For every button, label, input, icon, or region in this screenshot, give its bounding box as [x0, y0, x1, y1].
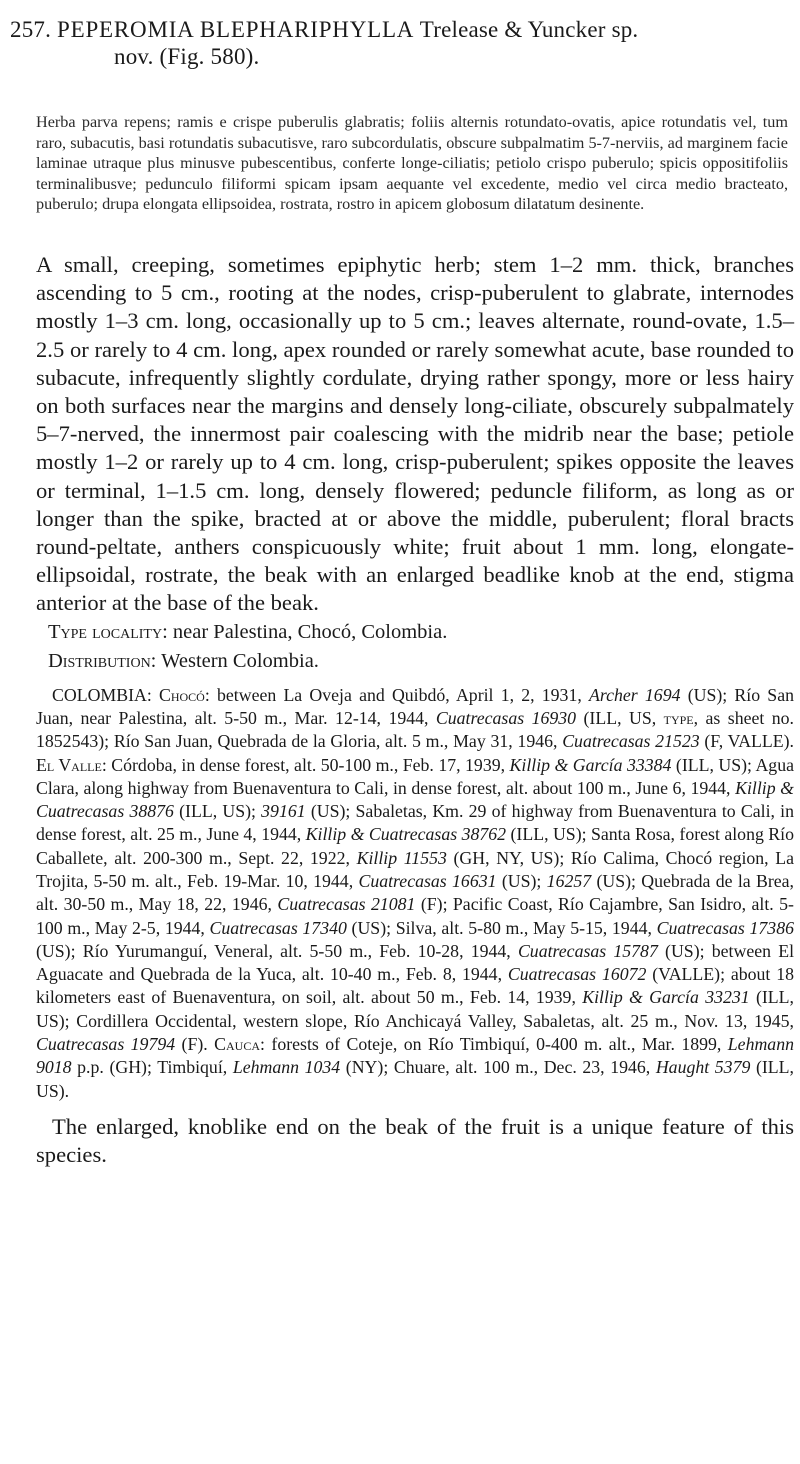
specimens-cited — [36, 684, 794, 1103]
specimen-text: : Córdoba, in dense forest, alt. 50-100 m., Feb. 17, 1939, — [101, 754, 510, 775]
species-authors: Trelease & Yuncker sp. — [419, 17, 639, 42]
collector-number: Cuatrecasas 15787 — [517, 940, 658, 961]
specimen-text: (US); — [496, 870, 547, 891]
collector-number: Archer 1694 — [589, 684, 681, 705]
collector-number: 39161 — [261, 801, 306, 822]
specimen-text: (US); between El Aguacate and Quebrada de la Yuca, alt. 10-40 m., Feb. 8, 1944, — [36, 940, 795, 985]
distribution — [48, 647, 788, 676]
region-label-valle: El Valle — [36, 754, 102, 775]
collector-number: Killip & Cuatrecasas 38762 — [305, 824, 507, 845]
collector-number: Cuatrecasas 16930 — [435, 707, 577, 728]
type-locality-value: near Palestina, Chocó, Colombia. — [172, 620, 448, 643]
collector-number: Killip & Cuatrecasas 38876 — [36, 777, 795, 822]
collector-number: Cuatrecasas 17340 — [209, 917, 347, 938]
type-locality-label: Type locality: — [48, 620, 168, 643]
specimen-text: : forests of Coteje, on Río Timbiquí, 0-400 m. alt., Mar. 1899, — [260, 1034, 728, 1055]
specimen-text: (US); Río Yurumanguí, Veneral, alt. 5-50 m., Feb. 10-28, 1944, — [36, 940, 518, 961]
region-label-choco: Chocó — [158, 684, 205, 705]
latin-description: Herba parva repens; ramis e crispe puberulis glabratis; foliis alternis rotundato-ovatis, apice rotundatis vel, tum raro, subacutis, basi rotundatis subacutisve, raro subcordulatis, obscure subpalmatim 5-7-nerviis, ad marginem facie laminae utraque plus minusve pubescentibus, conferte longe-ciliatis; petiolo crispo puberulo; spicis oppositifoliis terminalibusve; pedunculo filiformi spicam ipsam aequante vel excedente, medio vel circa medio bracteato, puberulo; drupa elongata ellipsoidea, rostrata, rostro in apicem globosum dilatatum desinente. — [36, 113, 788, 214]
specimen-text: p.p. (GH); Timbiquí, — [71, 1057, 233, 1078]
species-name: PEPEROMIA BLEPHARIPHYLLA — [57, 17, 415, 42]
specimen-text: (F); Pacific Coast, Río Cajambre, San Isidro, alt. 5-100 m., May 2-5, 1944, — [36, 894, 794, 938]
collector-number: Cuatrecasas 17386 — [656, 917, 794, 938]
specimen-text: (US); Silva, alt. 5-80 m., May 5-15, 1944, — [346, 917, 657, 938]
heading-line — [10, 16, 788, 43]
specimen-text: (ILL, US). — [36, 1057, 794, 1101]
collector-number: Killip & García 33231 — [582, 987, 750, 1008]
collector-number: Lehmann 9018 — [36, 1034, 794, 1078]
collector-number: Cuatrecasas 21081 — [277, 894, 416, 915]
english-description: A small, creeping, sometimes epiphytic herb; stem 1–2 mm. thick, branches ascending to 5 cm., rooting at the nodes, crisp-puberulent to glabrate, internodes mostly 1–3 cm. long, occasionally up to 5 cm.; leaves alternate, round-ovate, 1.5–2.5 or rarely to 4 cm. long, apex rounded or rarely somewhat acute, base rounded to subacute, infrequently slightly cordulate, drying rather spongy, more or less hairy on both surfaces near the margins and densely long-ciliate, obscurely subpalmately 5–7-nerved, the innermost pair coalescing with the midrib near the base; petiole mostly 1–2 or rarely up to 4 cm. long, crisp-puberulent; spikes opposite the leaves or terminal, 1–1.5 cm. long, densely flowered; peduncle filiform, as long as or longer than the spike, bracted at or above the middle, puberulent; floral bracts round-peltate, anthers conspicuously white; fruit about 1 mm. long, elongate-ellipsoidal, rostrate, the beak with an enlarged beadlike knob at the end, stigma anterior at the base of the beak. — [36, 251, 794, 616]
collector-number: Cuatrecasas 16631 — [358, 870, 497, 891]
specimen-text: (US); Quebrada de la Brea, alt. 30-50 m., May 18, 22, 1946, — [36, 870, 794, 915]
specimen-text: (NY); Chuare, alt. 100 m., Dec. 23, 1946, — [340, 1057, 656, 1078]
collector-number: Cuatrecasas 21523 — [562, 731, 700, 752]
specimen-text: (ILL, US, — [576, 707, 664, 728]
collector-number: Cuatrecasas 19794 — [36, 1034, 176, 1055]
specimen-text: (US); Sabaletas, Km. 29 of highway from Buenaventura to Cali, in dense forest, alt. 25 m., June 4, 1944, — [36, 801, 794, 845]
collector-number: Killip 11553 — [356, 847, 447, 868]
specimen-text: (ILL, US); Cordillera Occidental, western slope, Río Anchicayá Valley, Sabaletas, alt. 25 m., Nov. 13, 1945, — [36, 987, 794, 1031]
specimen-text: (ILL, US); Agua Clara, along highway from Buenaventura to Cali, in dense forest, alt. about 100 m., June 6, 1944, — [36, 754, 794, 798]
specimen-text: (VALLE); about 18 kilometers east of Buenaventura, on soil, alt. about 50 m., Feb. 14, 1939, — [36, 964, 794, 1008]
collector-number: Lehmann 1034 — [232, 1057, 341, 1078]
heading-suffix: nov. (Fig. 580). — [114, 44, 260, 69]
specimen-text: COLOMBIA: — [52, 684, 159, 705]
specimen-text: (US); Río San Juan, near Palestina, alt. 5-50 m., Mar. 12-14, 1944, — [36, 684, 794, 728]
type-locality — [48, 618, 788, 647]
specimen-text: : between La Oveja and Quibdó, April 1, 2, 1931, — [204, 684, 589, 705]
species-heading — [10, 16, 788, 70]
distribution-value: Western Colombia. — [161, 649, 319, 672]
closing-note: The enlarged, knoblike end on the beak of the fruit is a unique feature of this species. — [36, 1113, 794, 1168]
entry-number: 257. — [10, 17, 52, 42]
region-label-cauca: Cauca — [214, 1034, 261, 1055]
collector-number: Haught 5379 — [655, 1057, 751, 1078]
collector-number: 16257 — [546, 870, 592, 891]
type-designation: type — [663, 707, 694, 728]
collector-number: Killip & García 33384 — [509, 754, 672, 775]
specimen-text: (F, VALLE). — [699, 731, 794, 752]
specimen-text: (ILL, US); — [173, 801, 262, 822]
collector-number: Cuatrecasas 16072 — [507, 964, 647, 985]
specimen-text: , as sheet no. 1852543); Río San Juan, Quebrada de la Gloria, alt. 5 m., May 31, 1946, — [36, 707, 794, 752]
distribution-label: Distribution: — [48, 649, 157, 672]
specimen-text: (ILL, US); Santa Rosa, forest along Río Caballete, alt. 200-300 m., Sept. 22, 1922, — [36, 824, 794, 868]
specimen-text: (F). — [175, 1034, 215, 1055]
specimen-text: (GH, NY, US); Río Calima, Chocó region, La Trojita, 5-50 m. alt., Feb. 19-Mar. 10, 1944, — [36, 847, 795, 891]
